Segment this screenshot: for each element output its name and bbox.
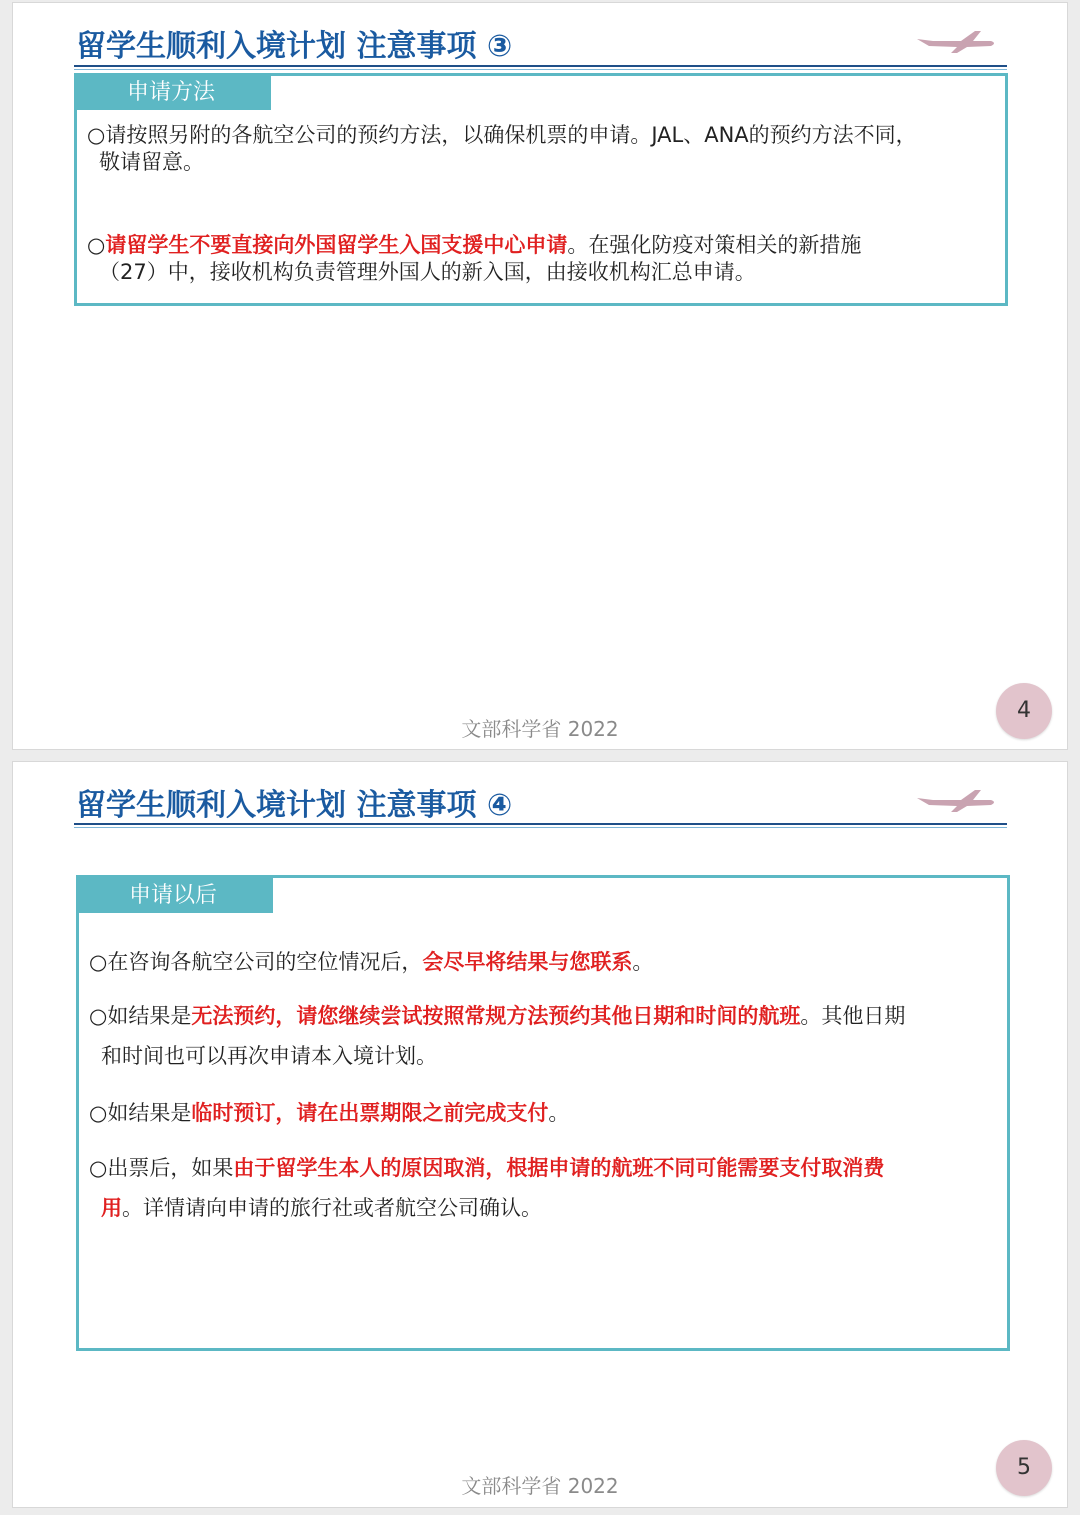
highlight-text: 会尽早将结果与您联系	[422, 950, 633, 974]
paragraph	[89, 1093, 983, 1133]
paragraph-text: 如结果是	[107, 1101, 192, 1125]
footer: 文部科学省 2022	[461, 1474, 619, 1498]
paragraph-text: 。其他日期	[800, 1004, 906, 1028]
footer: 文部科学省 2022	[461, 717, 619, 741]
content-box	[76, 875, 1010, 1351]
title-rule	[74, 823, 1007, 825]
airplane-icon	[915, 786, 997, 814]
highlight-text: 无法预约，请您继续尝试按照常规方法预约其他日期和时间的航班	[191, 1004, 801, 1028]
page-number-badge: 5	[996, 1440, 1052, 1496]
slide-title: 留学生顺利入境计划 注意事项 ④	[76, 788, 513, 823]
content-box	[74, 73, 1008, 306]
bullet-marker: ○	[87, 123, 106, 147]
slide-4	[12, 2, 1068, 750]
highlight-text: 由于留学生本人的原因取消，根据申请的航班不同可能需要支付取消费	[233, 1156, 885, 1180]
section-label: 申请以后	[79, 878, 273, 913]
page-number-badge: 4	[996, 683, 1052, 739]
paragraph-text: 出票后，如果	[107, 1156, 234, 1180]
bullet-marker: ○	[89, 1101, 108, 1125]
paragraph-text: 如结果是	[107, 1004, 192, 1028]
paragraph-text: 在咨询各航空公司的空位情况后，	[107, 950, 423, 974]
highlight-text: 用	[101, 1196, 122, 1220]
highlight-text: 临时预订，请在出票期限之前完成支付	[191, 1101, 549, 1125]
slide-title: 留学生顺利入境计划 注意事项 ③	[76, 29, 513, 64]
paragraph-continuation: （27）中，接收机构负责管理外国人的新入国，由接收机构汇总申请。	[99, 260, 756, 284]
paragraph-continuation: 敬请留意。	[99, 150, 204, 174]
paragraph-text: 。	[548, 1101, 570, 1125]
highlight-text: 请留学生不要直接向外国留学生入国支援中心申请	[105, 233, 568, 257]
paragraph-text: 。	[632, 950, 654, 974]
paragraph	[89, 996, 983, 1076]
paragraph	[87, 122, 981, 176]
bullet-marker: ○	[87, 233, 106, 257]
paragraph	[87, 232, 981, 286]
slide-5	[12, 761, 1068, 1508]
paragraph	[89, 942, 983, 982]
section-label: 申请方法	[77, 76, 271, 110]
paragraph-continuation: 和时间也可以再次申请本入境计划。	[101, 1044, 437, 1068]
paragraph-text: 请按照另附的各航空公司的预约方法，以确保机票的申请。JAL、ANA的预约方法不同，	[105, 123, 917, 147]
title-rule	[74, 65, 1007, 67]
paragraph-text: 。详情请向申请的旅行社或者航空公司确认。	[122, 1196, 542, 1220]
paragraph-text: 。在强化防疫对策相关的新措施	[567, 233, 862, 257]
bullet-marker: ○	[89, 950, 108, 974]
paragraph	[89, 1148, 983, 1228]
bullet-marker: ○	[89, 1004, 108, 1028]
bullet-marker: ○	[89, 1156, 108, 1180]
airplane-icon	[915, 27, 997, 55]
